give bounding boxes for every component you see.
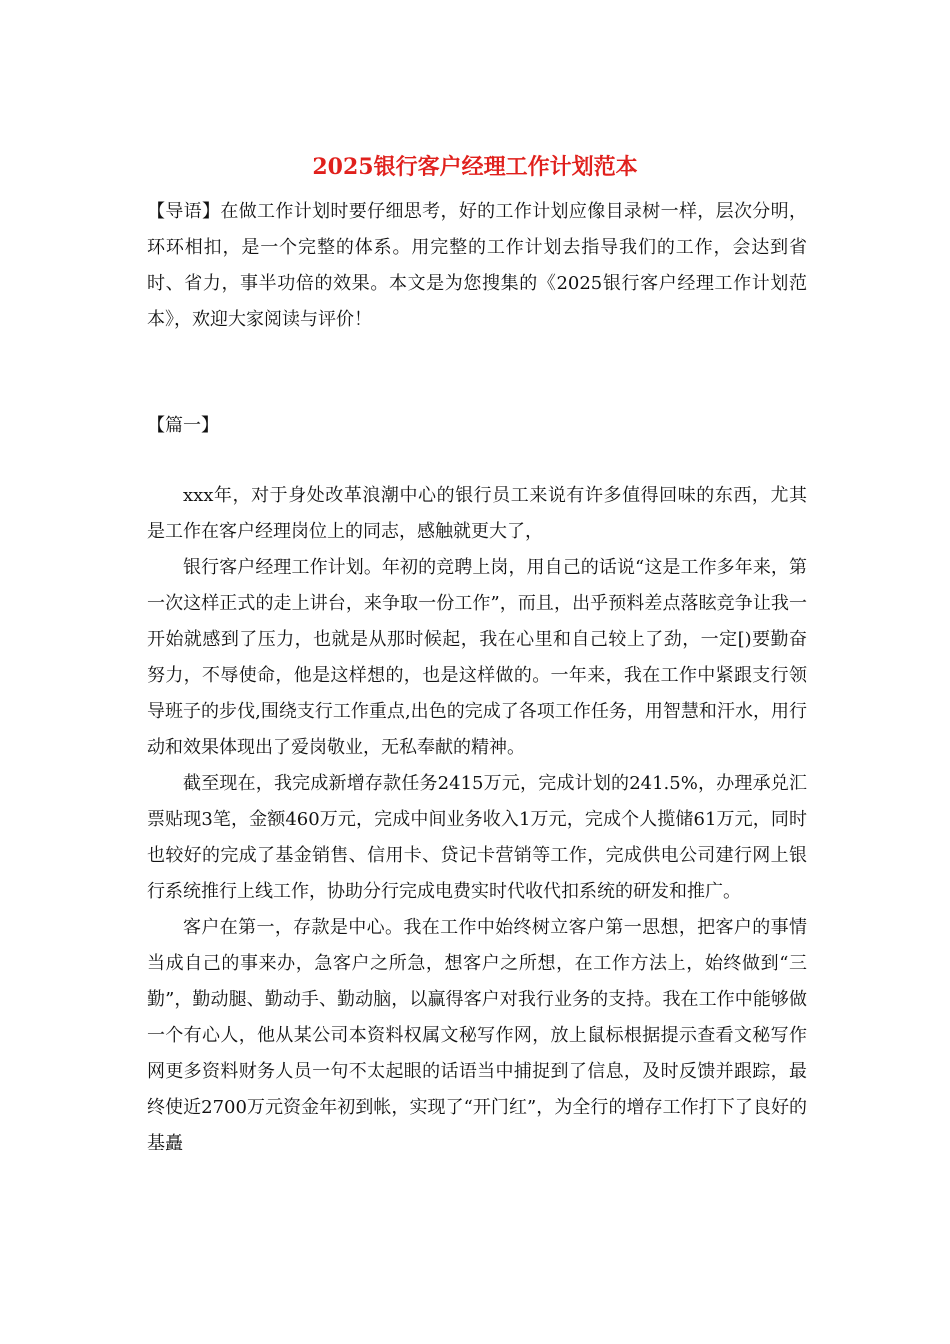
- paragraph: 截至现在，我完成新增存款任务2415万元，完成计划的241.5%，办理承兑汇票贴现3笔，金额460万元，完成中间业务收入1万元，完成个人揽储61万元，同时也较好的完成了基金销售、信用卡、贷记卡营销等工作，完成供电公司建行网上银行系统推行上线工作，协助分行完成电费实时代收代扣系统的研发和推广。: [147, 773, 807, 902]
- section-label: 【篇一】: [147, 415, 219, 436]
- paragraph: 银行客户经理工作计划。年初的竞聘上岗，用自己的话说“这是工作多年来，第一次这样正式的走上讲台，来争取一份工作”，而且，出乎预料差点落眩竞争让我一开始就感到了压力，也就是从那时候起，我在心里和自己较上了劲，一定[)要勤奋努力，不辱使命，他是这样想的，也是这样做的。一年来，我在工作中紧跟支行领导班子的步伐,围绕支行工作重点,出色的完成了各项工作任务，用智慧和汗水，用行动和效果体现出了爱岗敬业，无私奉献的精神。: [147, 557, 807, 758]
- intro-paragraph: 【导语】在做工作计划时要仔细思考，好的工作计划应像目录树一样，层次分明，环环相扣，是一个完整的体系。用完整的工作计划去指导我们的工作，会达到省时、省力，事半功倍的效果。本文是为您搜集的《2025银行客户经理工作计划范本》，欢迎大家阅读与评价！: [147, 201, 807, 330]
- paragraph: 客户在第一，存款是中心。我在工作中始终树立客户第一思想，把客户的事情当成自己的事来办，急客户之所急，想客户之所想，在工作方法上，始终做到“三勤”，勤动腿、勤动手、勤动脑，以赢得客户对我行业务的支持。我在工作中能够做一个有心人，他从某公司本资料权属文秘写作网，放上鼠标根据提示查看文秘写作网更多资料财务人员一句不太起眼的话语当中捕捉到了信息，及时反馈并跟踪，最终使近2700万元资金年初到帐，实现了“开门红”，为全行的增存工作打下了良好的基矗: [147, 917, 807, 1154]
- page-title: 2025银行客户经理工作计划范本: [312, 154, 638, 180]
- section-content: [147, 478, 807, 1162]
- paragraph: xxx年，对于身处改革浪潮中心的银行员工来说有许多值得回味的东西，尤其是工作在客户经理岗位上的同志，感触就更大了，: [147, 485, 807, 542]
